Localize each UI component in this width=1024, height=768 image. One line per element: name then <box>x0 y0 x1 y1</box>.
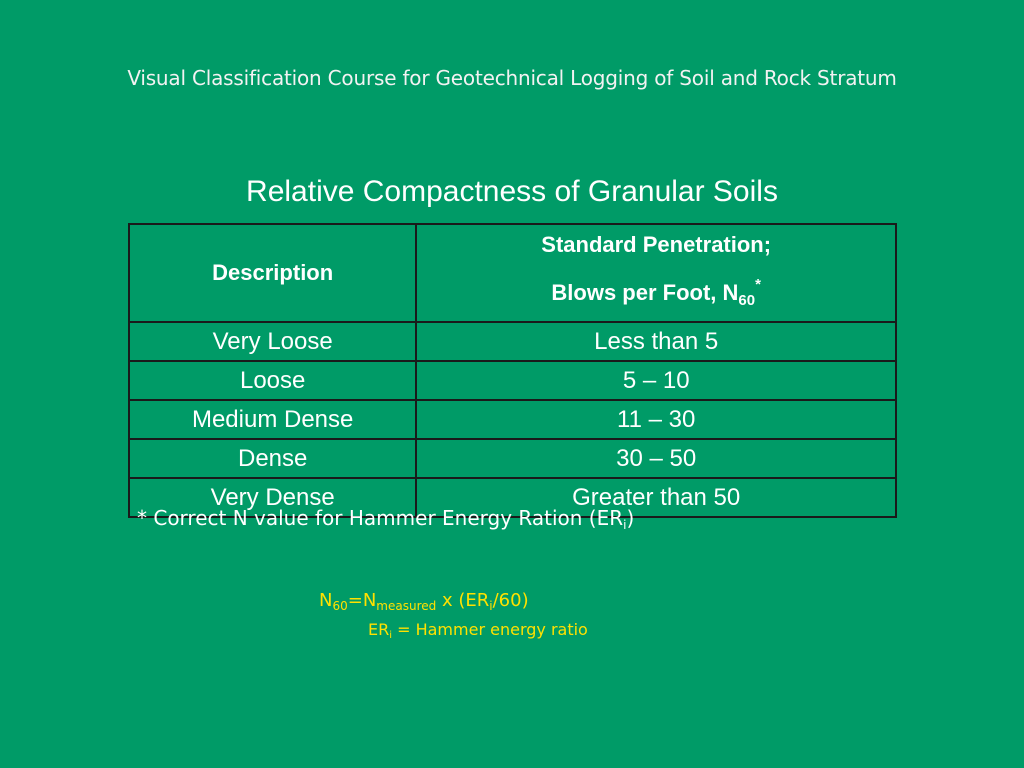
blows-cell: 30 – 50 <box>416 439 896 478</box>
table-row <box>129 361 896 400</box>
note-er: ER <box>368 620 390 639</box>
n60-formula <box>319 590 529 613</box>
formula-end: /60) <box>492 590 529 611</box>
footnote-close: ) <box>626 506 635 530</box>
formula-n-subscript: 60 <box>332 599 348 613</box>
footnote-subscript: i <box>623 518 627 532</box>
description-cell: Dense <box>129 439 416 478</box>
energy-ratio-note <box>368 620 588 641</box>
table-row <box>129 400 896 439</box>
blows-cell: Greater than 50 <box>416 478 896 517</box>
formula-equals: =N <box>347 590 377 611</box>
table-row <box>129 322 896 361</box>
formula-er-subscript: i <box>489 599 493 613</box>
description-cell: Very Dense <box>129 478 416 517</box>
table-footnote <box>137 506 634 532</box>
formula-rest: x (ER <box>436 590 490 611</box>
asterisk-superscript: * <box>755 276 761 293</box>
formula-measured-subscript: measured <box>376 599 437 613</box>
spt-header-line2 <box>417 265 895 321</box>
column-header-description: Description <box>129 224 416 322</box>
blows-cell: 11 – 30 <box>416 400 896 439</box>
column-header-standard-penetration <box>416 224 896 322</box>
n60-subscript: 60 <box>738 292 756 309</box>
note-er-subscript: i <box>389 630 393 641</box>
formula-n: N <box>319 590 333 611</box>
spt-header-main: Blows per Foot, N <box>551 280 739 305</box>
spt-header-line1: Standard Penetration; <box>541 232 772 257</box>
table-row <box>129 439 896 478</box>
description-cell: Medium Dense <box>129 400 416 439</box>
slide-header: Visual Classification Course for Geotechnical Logging of Soil and Rock Stratum <box>127 66 897 90</box>
description-cell: Very Loose <box>129 322 416 361</box>
compactness-table <box>128 223 897 518</box>
description-cell: Loose <box>129 361 416 400</box>
blows-cell: 5 – 10 <box>416 361 896 400</box>
footnote-text: * Correct N value for Hammer Energy Ration (ER <box>137 506 624 530</box>
table-title: Relative Compactness of Granular Soils <box>246 175 778 208</box>
note-text: = Hammer energy ratio <box>392 620 588 639</box>
blows-cell: Less than 5 <box>416 322 896 361</box>
table-header-row <box>129 224 896 322</box>
